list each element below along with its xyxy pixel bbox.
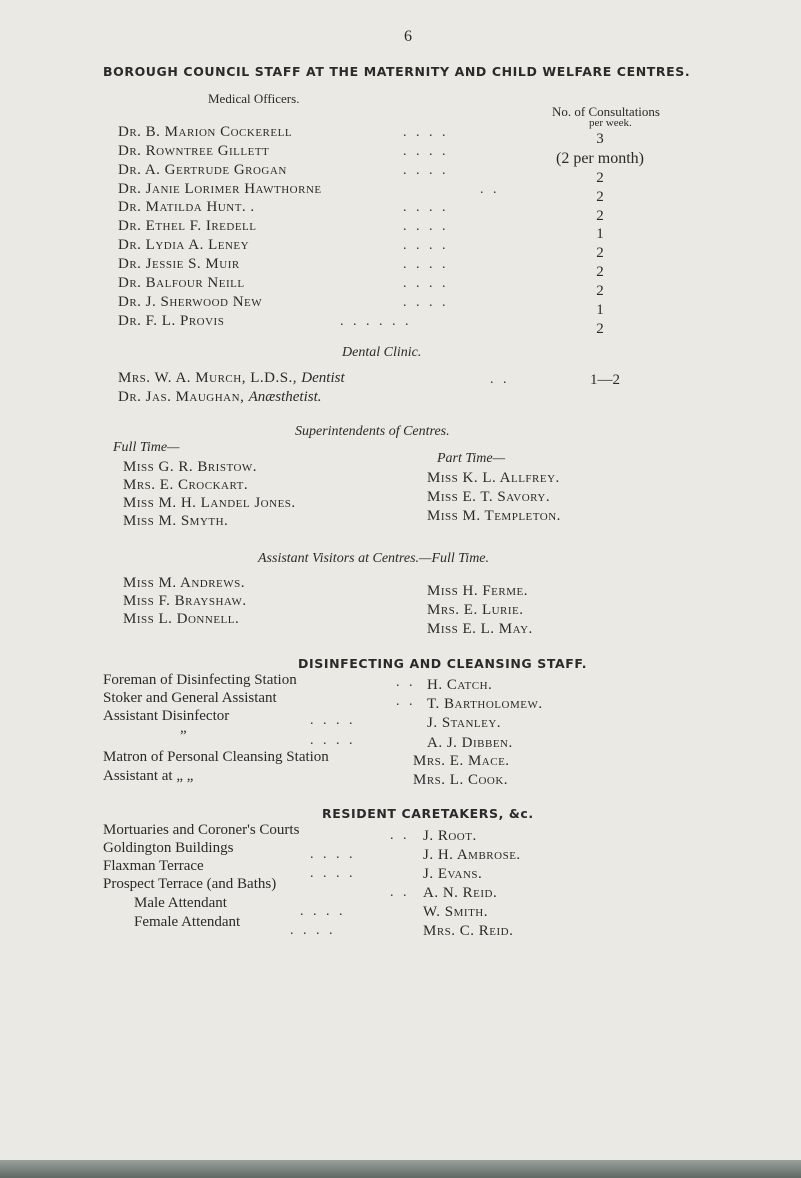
caretaker-name: A. N. Reid. xyxy=(423,885,498,901)
caretaker-location: Prospect Terrace (and Baths) xyxy=(103,876,277,892)
medical-officer-name: Dr. Janie Lorimer Hawthorne xyxy=(118,181,322,197)
staff-role: Foreman of Disinfecting Station xyxy=(103,672,297,688)
leader-dots: . . . . xyxy=(403,163,449,178)
staff-role: Assistant at „ „ xyxy=(103,768,194,784)
leader-dots: . . . . xyxy=(403,295,449,310)
full-time-heading: Full Time— xyxy=(113,440,180,455)
assistant-visitor: Miss E. L. May. xyxy=(427,621,533,637)
consultation-count: 2 xyxy=(596,283,604,299)
caretaker-name: J. Evans. xyxy=(423,866,483,882)
staff-name: Mrs. E. Mace. xyxy=(413,753,510,769)
medical-officer-name: Dr. J. Sherwood New xyxy=(118,294,263,310)
caretaker-name: Mrs. C. Reid. xyxy=(423,923,514,939)
anaesthetist-name: Dr. Jas. Maughan, xyxy=(118,389,249,405)
leader-dots: . . . . xyxy=(310,713,356,728)
superintendent-part-time: Miss M. Templeton. xyxy=(427,508,561,524)
consultation-count: 2 xyxy=(596,321,604,337)
staff-role: Matron of Personal Cleansing Station xyxy=(103,749,329,765)
assistant-visitor: Miss L. Donnell. xyxy=(123,611,240,627)
leader-dots: . . . . xyxy=(290,923,336,938)
page-number: 6 xyxy=(404,28,412,45)
caretaker-location: Male Attendant xyxy=(134,895,227,911)
assistant-visitors-heading: Assistant Visitors at Centres.—Full Time. xyxy=(258,551,490,566)
staff-name: H. Catch. xyxy=(427,677,493,693)
medical-officer-name: Dr. Balfour Neill xyxy=(118,275,245,291)
consultation-count: 2 xyxy=(596,189,604,205)
medical-officer-name: Dr. A. Gertrude Grogan xyxy=(118,162,287,178)
assistant-visitor: Miss H. Ferme. xyxy=(427,583,528,599)
superintendent-full-time: Mrs. E. Crockart. xyxy=(123,477,249,493)
caretaker-name: J. H. Ambrose. xyxy=(423,847,521,863)
caretaker-location: Goldington Buildings xyxy=(103,840,234,856)
assistant-visitor: Miss M. Andrews. xyxy=(123,575,246,591)
anaesthetist-role: Anæsthetist. xyxy=(248,389,322,405)
caretakers-heading: RESIDENT CARETAKERS, &c. xyxy=(322,806,534,821)
leader-dots: . . . . xyxy=(300,904,346,919)
leader-dots: . . xyxy=(490,372,510,387)
medical-officer-name: Dr. Ethel F. Iredell xyxy=(118,218,257,234)
medical-officer-name: Dr. F. L. Provis xyxy=(118,313,225,329)
staff-role: Stoker and General Assistant xyxy=(103,690,277,706)
leader-dots: . . . . xyxy=(403,144,449,159)
leader-dots: . . xyxy=(396,694,416,709)
assistant-visitor: Mrs. E. Lurie. xyxy=(427,602,524,618)
leader-dots: . . . . xyxy=(403,238,449,253)
leader-dots: . . . . . . xyxy=(340,314,412,329)
dentist-role: Dentist xyxy=(301,370,345,386)
medical-officers-header: Medical Officers. xyxy=(208,91,300,106)
dental-clinic-heading: Dental Clinic. xyxy=(342,345,422,360)
superintendent-full-time: Miss G. R. Bristow. xyxy=(123,459,258,475)
leader-dots: . . . . xyxy=(310,847,356,862)
dentist-name: Mrs. W. A. Murch, L.D.S., xyxy=(118,370,302,386)
scan-edge-strip xyxy=(0,1160,801,1178)
consultation-count: 3 xyxy=(596,131,604,147)
consultation-count: 2 xyxy=(596,245,604,261)
disinfecting-heading: DISINFECTING AND CLEANSING STAFF. xyxy=(298,656,588,671)
staff-name: A. J. Dibben. xyxy=(427,735,513,751)
leader-dots: . . . . xyxy=(403,257,449,272)
consultation-count: 2 xyxy=(596,264,604,280)
leader-dots: . . xyxy=(480,182,500,197)
medical-officer-name: Dr. B. Marion Cockerell xyxy=(118,124,293,140)
medical-officer-name: Dr. Rowntree Gillett xyxy=(118,143,270,159)
superintendent-full-time: Miss M. H. Landel Jones. xyxy=(123,495,296,511)
consultation-count: 1 xyxy=(596,226,604,242)
medical-officer-name: Dr. Lydia A. Leney xyxy=(118,237,250,253)
leader-dots: . . . . xyxy=(310,733,356,748)
consultation-count: (2 per month) xyxy=(556,150,644,167)
dental-sessions: 1—2 xyxy=(590,372,620,388)
assistant-visitor: Miss F. Brayshaw. xyxy=(123,593,247,609)
caretaker-name: J. Root. xyxy=(423,828,477,844)
leader-dots: . . . . xyxy=(403,219,449,234)
superintendent-part-time: Miss E. T. Savory. xyxy=(427,489,551,505)
consultation-count: 2 xyxy=(596,170,604,186)
leader-dots: . . xyxy=(390,885,410,900)
caretaker-name: W. Smith. xyxy=(423,904,488,920)
consultations-subheader: per week. xyxy=(589,117,632,129)
consultation-count: 1 xyxy=(596,302,604,318)
dentist-row xyxy=(118,370,345,387)
superintendents-heading: Superintendents of Centres. xyxy=(295,424,450,439)
caretaker-location: Flaxman Terrace xyxy=(103,858,204,874)
staff-role: Assistant Disinfector xyxy=(103,708,230,724)
staff-name: J. Stanley. xyxy=(427,715,502,731)
leader-dots: . . xyxy=(390,828,410,843)
staff-name: Mrs. L. Cook. xyxy=(413,772,509,788)
consultation-count: 2 xyxy=(596,208,604,224)
leader-dots: . . xyxy=(396,675,416,690)
staff-role: ” xyxy=(180,728,187,744)
leader-dots: . . . . xyxy=(310,866,356,881)
medical-officer-name: Dr. Matilda Hunt. . xyxy=(118,199,255,215)
leader-dots: . . . . xyxy=(403,276,449,291)
caretaker-location: Mortuaries and Coroner's Courts xyxy=(103,822,300,838)
staff-name: T. Bartholomew. xyxy=(427,696,543,712)
part-time-heading: Part Time— xyxy=(437,451,506,466)
consultations-header: No. of Consultations xyxy=(552,104,660,119)
page-title: BOROUGH COUNCIL STAFF AT THE MATERNITY AND CHILD WELFARE CENTRES. xyxy=(103,64,691,79)
caretaker-location: Female Attendant xyxy=(134,914,241,930)
superintendent-full-time: Miss M. Smyth. xyxy=(123,513,229,529)
leader-dots: . . . . xyxy=(403,125,449,140)
medical-officer-name: Dr. Jessie S. Muir xyxy=(118,256,240,272)
anaesthetist-row xyxy=(118,389,322,406)
leader-dots: . . . . xyxy=(403,200,449,215)
superintendent-part-time: Miss K. L. Allfrey. xyxy=(427,470,560,486)
